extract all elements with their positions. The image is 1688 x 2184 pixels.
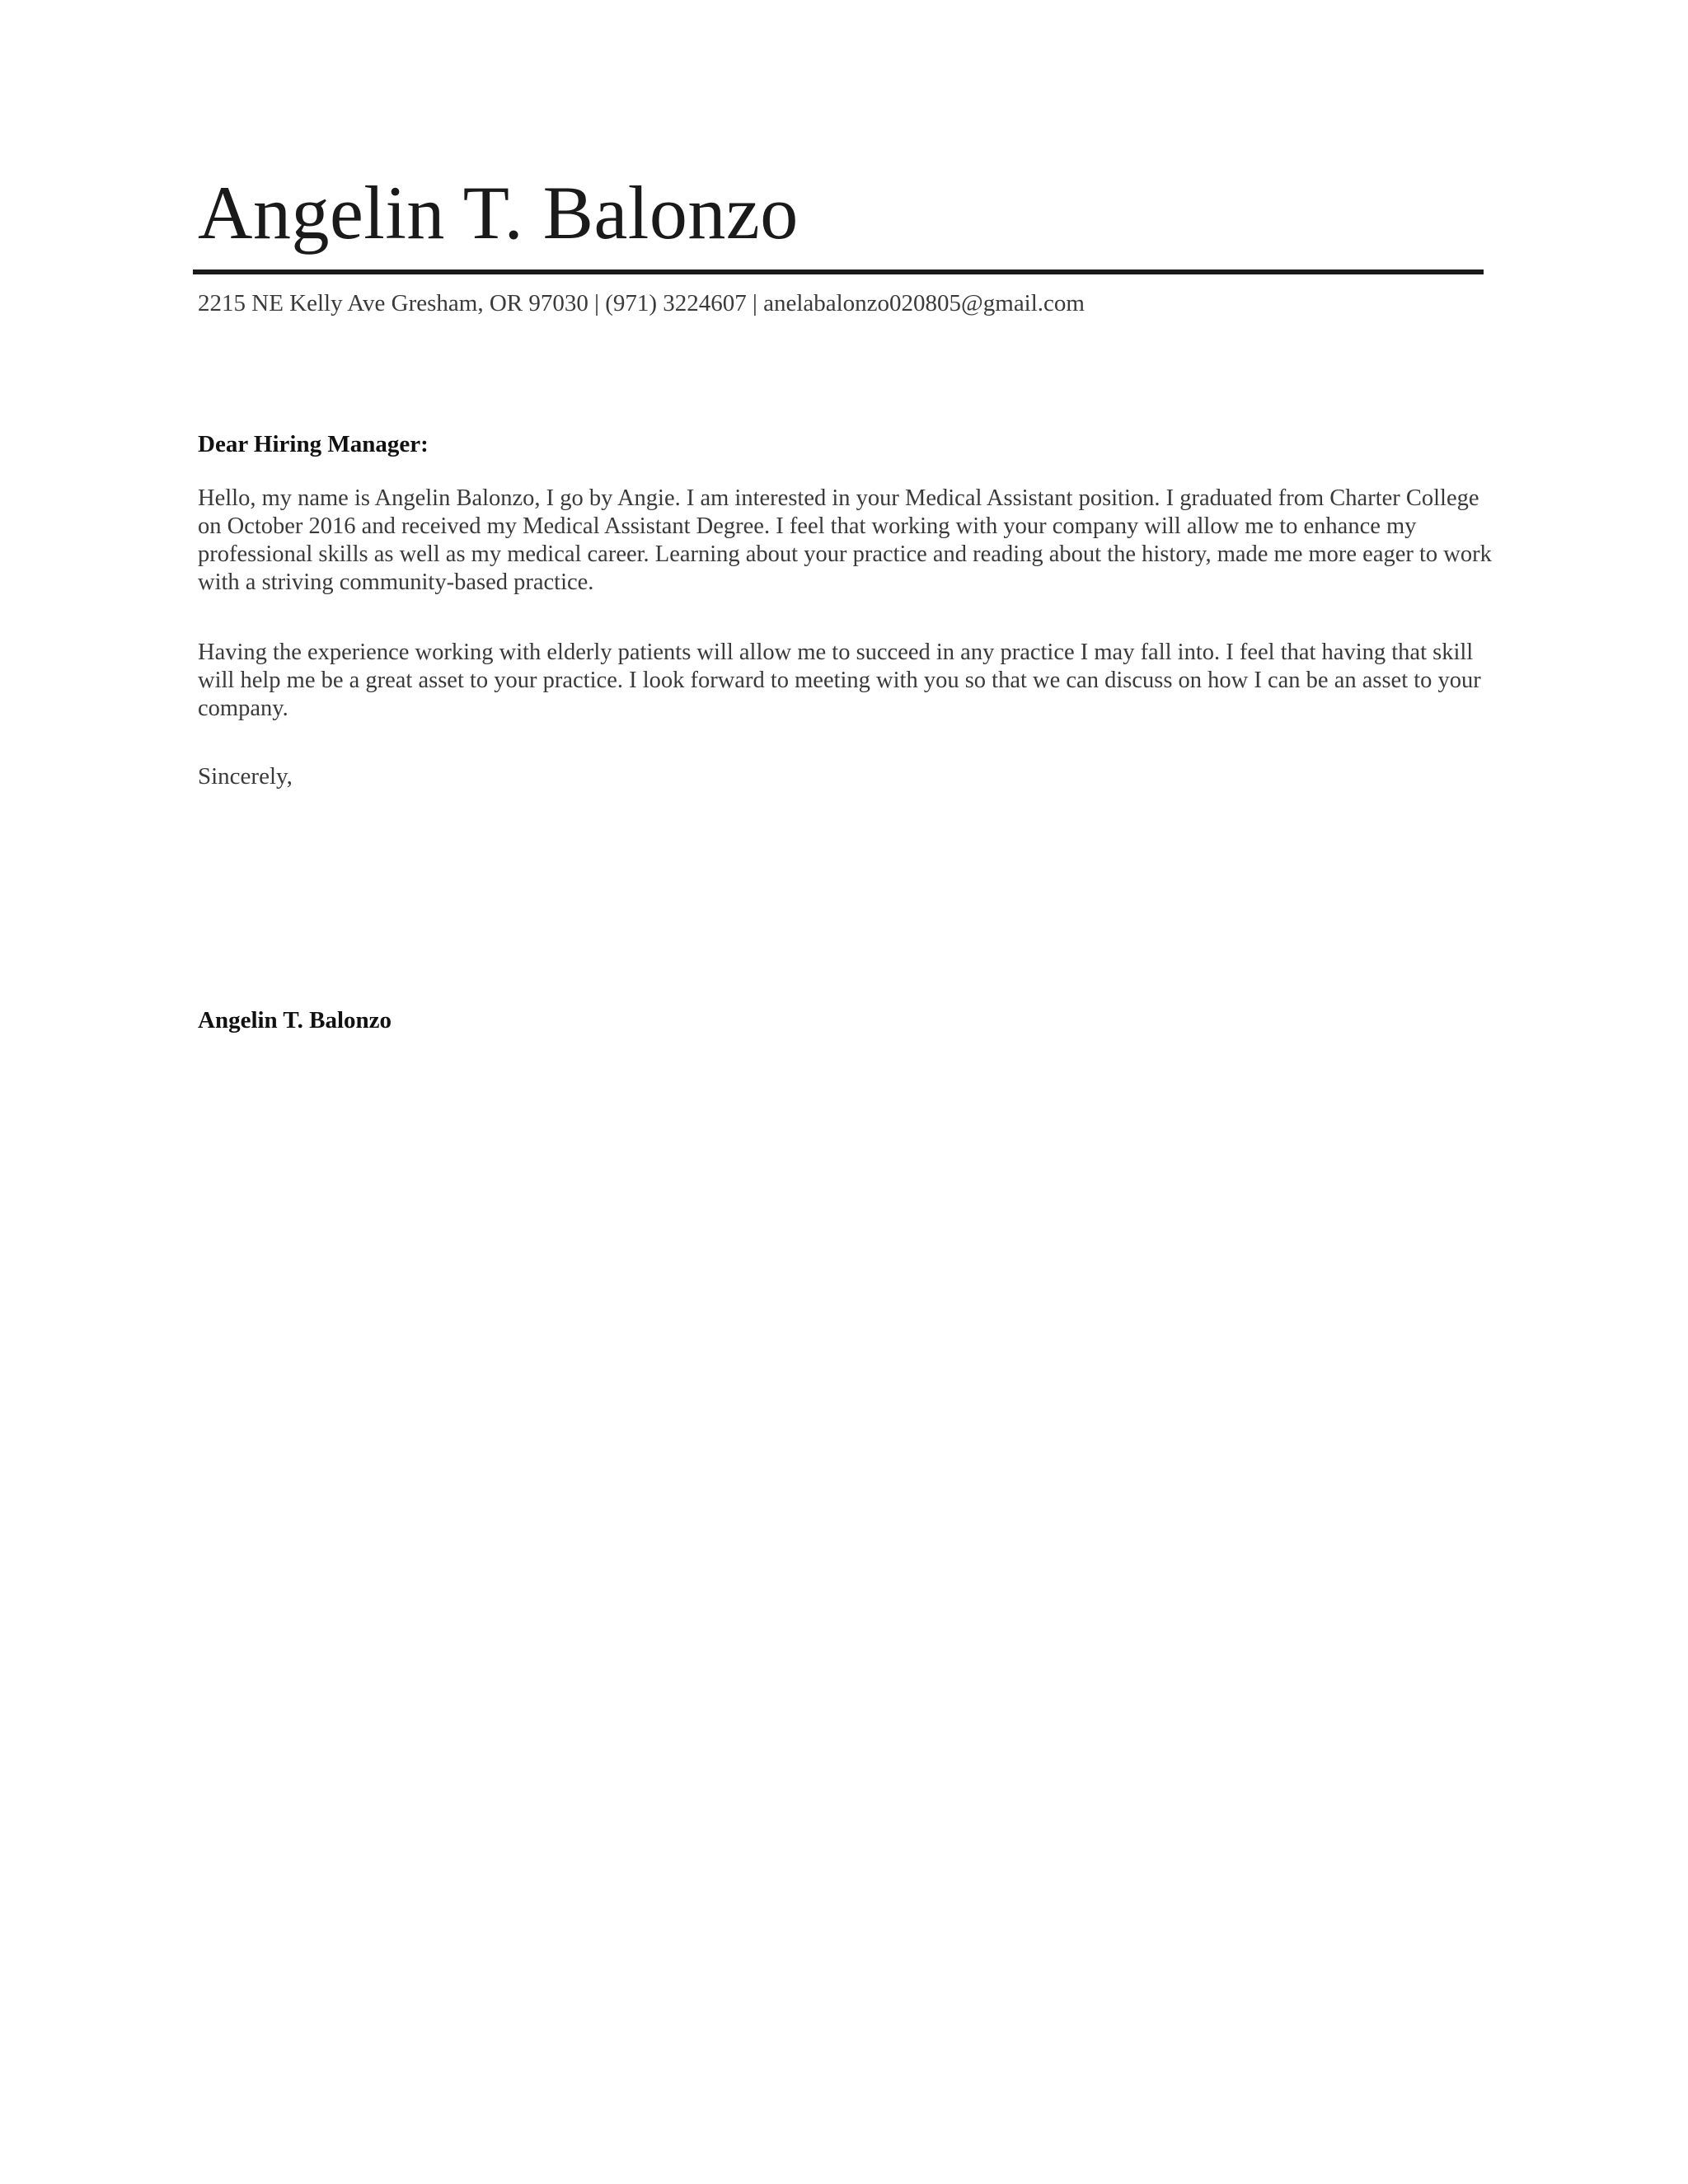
header-divider xyxy=(193,269,1484,274)
signature-name: Angelin T. Balonzo xyxy=(198,1007,392,1033)
closing-phrase: Sincerely, xyxy=(198,763,293,790)
contact-address: 2215 NE Kelly Ave Gresham, OR 97030 xyxy=(198,290,588,316)
contact-separator: | xyxy=(753,290,757,316)
body-paragraph-experience: Having the experience working with elderly patients will allow me to succeed in any practice I may fall into. I feel that having that skill will help me be a great asset to your practice. I look forward to meeting with you so that we can discuss on how I can be an asset to your company. xyxy=(198,640,1481,721)
contact-separator: | xyxy=(594,290,599,316)
contact-line xyxy=(198,288,1085,320)
contact-email: anelabalonzo020805@gmail.com xyxy=(763,290,1085,316)
body-paragraph-intro: Hello, my name is Angelin Balonzo, I go by Angie. I am interested in your Medical Assistant position. I graduated from Charter College on October 2016 and received my Medical Assistant Degree. I feel that working with your company will allow me to enhance my professional skills as well as my medical career. Learning about your practice and reading about the history, made me more eager to work with a striving community-based practice. xyxy=(198,485,1492,595)
contact-phone: (971) 3224607 xyxy=(605,290,747,316)
sender-name-heading: Angelin T. Balonzo xyxy=(198,171,799,255)
salutation: Dear Hiring Manager: xyxy=(198,431,429,457)
